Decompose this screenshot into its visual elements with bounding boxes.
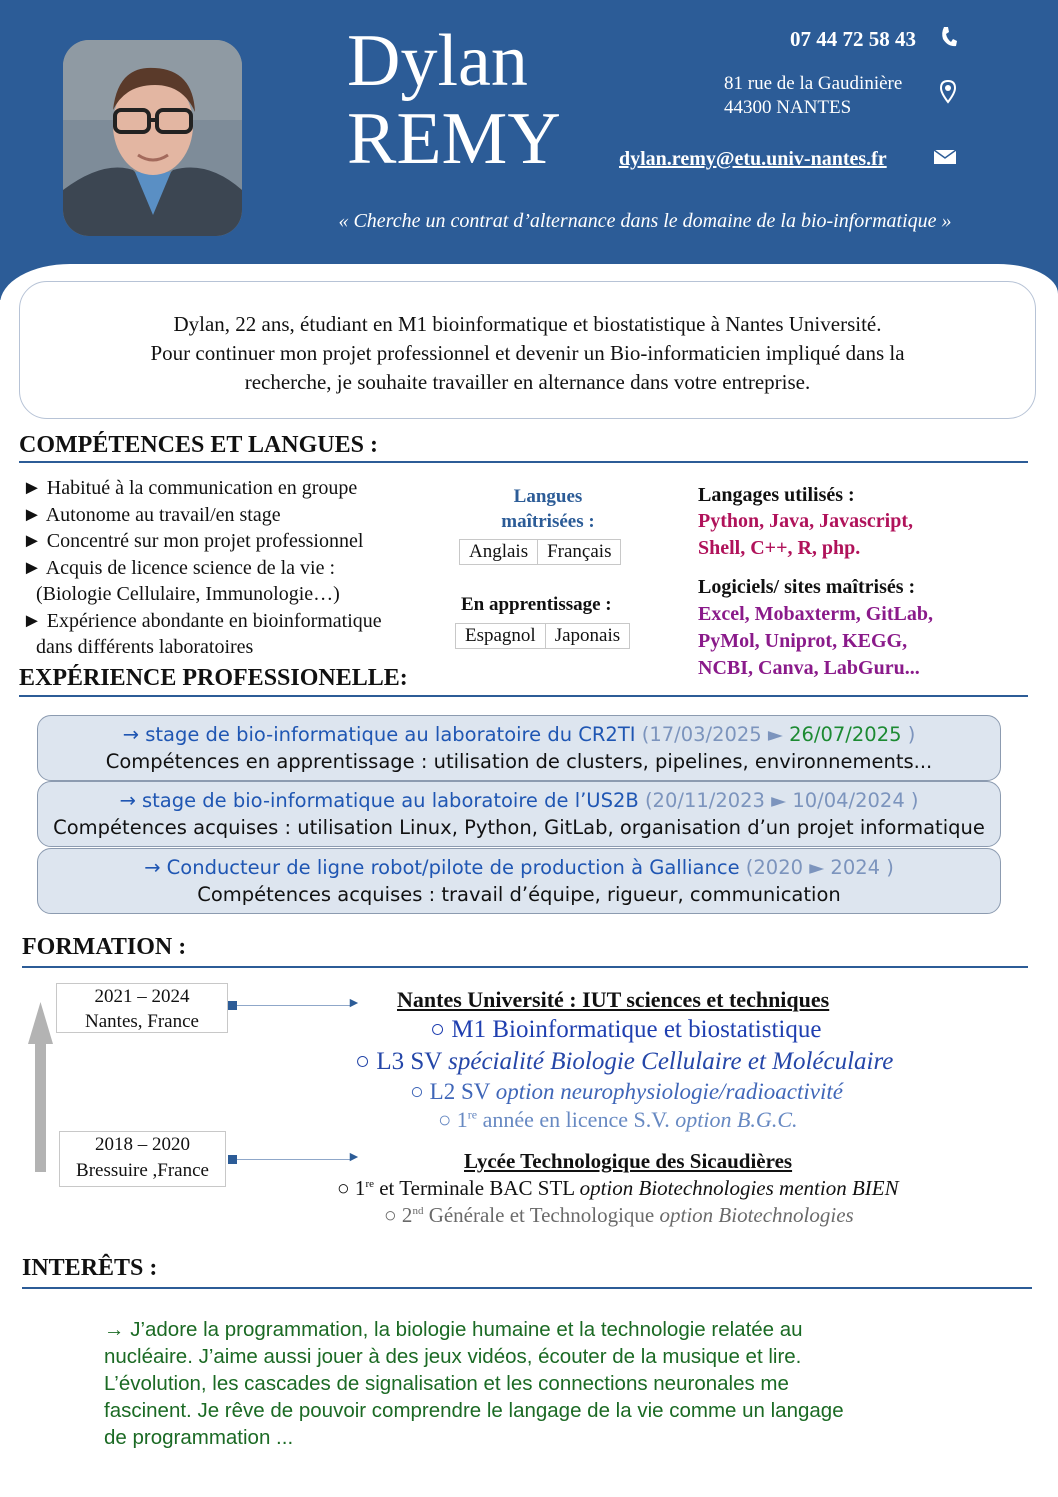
degree-option: spécialité Biologie Cellulaire et Moléculaire: [448, 1048, 894, 1075]
experience-date-start: (17/03/2025 ►: [635, 723, 790, 746]
experience-detail: Compétences acquises : utilisation Linux, Python, GitLab, organisation d’un projet informatique: [53, 816, 985, 839]
programming-title: Langages utilisés :: [698, 484, 855, 506]
period-box: [59, 1131, 226, 1187]
learning-table: [455, 623, 630, 649]
connector-arrow-icon: ►: [347, 1150, 361, 1165]
experience-item: [37, 715, 1001, 781]
software-title: Logiciels/ sites maîtrisés :: [698, 576, 916, 598]
intro-box: [19, 281, 1036, 419]
degree-option: option B.G.C.: [675, 1107, 798, 1132]
interests-line: → J’adore la programmation, la biologie humaine et la technologie relatée au: [104, 1318, 803, 1341]
intro-line-3: recherche, je souhaite travailler en alternance dans votre entreprise.: [244, 370, 811, 394]
degree-line: [438, 1107, 798, 1133]
languages-title-line-1: Langues: [513, 486, 583, 507]
tagline-text: « Cherche un contrat d’alternance dans le domaine de la bio-informatique »: [338, 210, 952, 232]
degree-text: année en licence S.V.: [477, 1107, 676, 1132]
degree-sup: re: [365, 1178, 374, 1190]
degree-text: ○ 1: [438, 1107, 468, 1132]
programming-line: Shell, C++, R, php.: [698, 537, 861, 559]
experience-date-close: ): [901, 723, 916, 746]
software-line: PyMol, Uniprot, KEGG,: [698, 630, 908, 652]
interests-line: L’évolution, les cascades de signalisation et les connections neuronales me: [104, 1372, 789, 1395]
phone-number: 07 44 72 58 43: [790, 27, 916, 51]
address: [724, 72, 902, 120]
languages-title: [470, 484, 626, 534]
school-name: Lycée Technologique des Sicaudières: [464, 1149, 793, 1173]
experience-item: [37, 781, 1001, 847]
experience-item: [37, 848, 1001, 914]
skill-item: ► Habitué à la communication en groupe: [22, 477, 358, 499]
experience-detail: Compétences en apprentissage : utilisation de clusters, pipelines, environnements...: [105, 750, 933, 773]
first-name: Dylan: [347, 20, 528, 102]
skill-item: ► Autonome au travail/en stage: [22, 503, 281, 526]
envelope-icon: [933, 149, 957, 170]
software-list: [698, 601, 933, 682]
programming-list: [698, 508, 913, 562]
last-name: REMY: [347, 98, 561, 180]
competences-title: COMPÉTENCES ET LANGUES :: [19, 432, 378, 458]
programming-line: Python, Java, Javascript,: [698, 510, 913, 532]
languages-table: [459, 539, 621, 565]
phone-icon: [940, 25, 958, 54]
period-place: Bressuire ,France: [76, 1160, 209, 1181]
experience-title: EXPÉRIENCE PROFESSIONELLE:: [19, 665, 408, 691]
degree-sup: re: [467, 1107, 478, 1122]
degree-text: ○ L2 SV: [410, 1079, 496, 1104]
software-line: Excel, Mobaxterm, GitLab,: [698, 603, 933, 625]
skill-item: dans différents laboratoires: [36, 636, 254, 658]
experience-divider: [19, 695, 1028, 697]
interests-line: nucléaire. J’aime aussi jouer à des jeux vidéos, écouter de la musique et lire.: [104, 1345, 802, 1368]
period-place: Nantes, France: [85, 1011, 199, 1032]
language-cell: Français: [538, 540, 621, 565]
experience-dates: (20/11/2023 ► 10/04/2024 ): [638, 789, 919, 812]
skills-list: [22, 475, 382, 661]
learning-title: En apprentissage :: [461, 594, 612, 615]
interests-title: INTERÊTS :: [22, 1255, 158, 1281]
degree-line: [355, 1048, 893, 1076]
connector-square: [228, 1001, 237, 1010]
degree-line: [384, 1203, 854, 1228]
degree-option: option Biotechnologies: [659, 1203, 854, 1227]
competences-divider: [19, 461, 1028, 463]
interests-line: de programmation ...: [104, 1426, 294, 1449]
software-line: NCBI, Canva, LabGuru...: [698, 657, 920, 679]
degree-sup: nd: [412, 1205, 424, 1217]
degree-text: Générale et Technologique: [423, 1203, 660, 1227]
profile-photo: [63, 40, 242, 236]
skill-item: ► Concentré sur mon projet professionnel: [22, 530, 364, 552]
formation-divider: [22, 966, 1028, 968]
email-link[interactable]: dylan.remy@etu.univ-nantes.fr: [619, 148, 887, 170]
header-banner: [0, 0, 1058, 300]
period-years: 2018 – 2020: [95, 1134, 190, 1155]
connector-arrow-icon: ►: [347, 996, 361, 1011]
intro-line-2: Pour continuer mon projet professionnel et devenir un Bio-informaticien impliqué dans la: [150, 341, 905, 365]
connector-line: [237, 1005, 350, 1006]
address-line-1: 81 rue de la Gaudinière: [724, 73, 903, 94]
interests-line: fascinent. Je rêve de pouvoir comprendre le langage de la vie comme un langage: [104, 1399, 844, 1422]
arrow-up-icon: [28, 1002, 53, 1172]
degree-text: ○ 1: [337, 1176, 366, 1200]
school-name: Nantes Université : IUT sciences et techniques: [397, 987, 830, 1012]
language-cell: Japonais: [545, 624, 629, 649]
connector-line: [237, 1159, 350, 1160]
experience-dates: (2020 ► 2024 ): [739, 856, 894, 879]
interests-text: [104, 1316, 964, 1451]
intro-line-1: Dylan, 22 ans, étudiant en M1 bioinformatique et biostatistique à Nantes Université.: [173, 312, 882, 336]
connector-square: [228, 1155, 237, 1164]
language-cell: Anglais: [460, 540, 538, 565]
skill-item: (Biologie Cellulaire, Immunologie…): [36, 583, 340, 605]
degree-option: option neurophysiologie/radioactivité: [495, 1079, 843, 1104]
full-name: [347, 22, 561, 178]
degree-text: ○ 2: [384, 1203, 413, 1227]
degree-text: et Terminale BAC STL: [373, 1176, 580, 1200]
experience-date-end: 26/07/2025: [789, 723, 902, 746]
period-years: 2021 – 2024: [94, 986, 190, 1007]
tagline: [0, 210, 1058, 233]
experience-role: → stage de bio-informatique au laboratoire de l’US2B: [119, 789, 639, 812]
experience-role: → stage de bio-informatique au laboratoire du CR2TI: [122, 723, 636, 746]
address-line-2: 44300 NANTES: [724, 97, 852, 118]
degree-line: [410, 1079, 843, 1105]
experience-detail: Compétences acquises : travail d’équipe, rigueur, communication: [197, 883, 841, 906]
degree-option: option Biotechnologies mention BIEN: [579, 1176, 899, 1200]
period-box: [56, 983, 228, 1033]
degree-line: [337, 1176, 899, 1201]
degree-text: ○ L3 SV: [355, 1048, 449, 1075]
skill-item: ► Acquis de licence science de la vie :: [22, 556, 335, 579]
degree-line: ○ M1 Bioinformatique et biostatistique: [430, 1016, 822, 1043]
formation-title: FORMATION :: [22, 934, 187, 960]
languages-title-line-2: maîtrisées :: [501, 511, 595, 532]
skill-item: ► Expérience abondante en bioinformatique: [22, 609, 382, 632]
map-pin-icon: [940, 80, 956, 109]
interests-divider: [22, 1287, 1032, 1289]
language-cell: Espagnol: [456, 624, 546, 649]
experience-role: → Conducteur de ligne robot/pilote de production à Galliance: [144, 856, 740, 879]
